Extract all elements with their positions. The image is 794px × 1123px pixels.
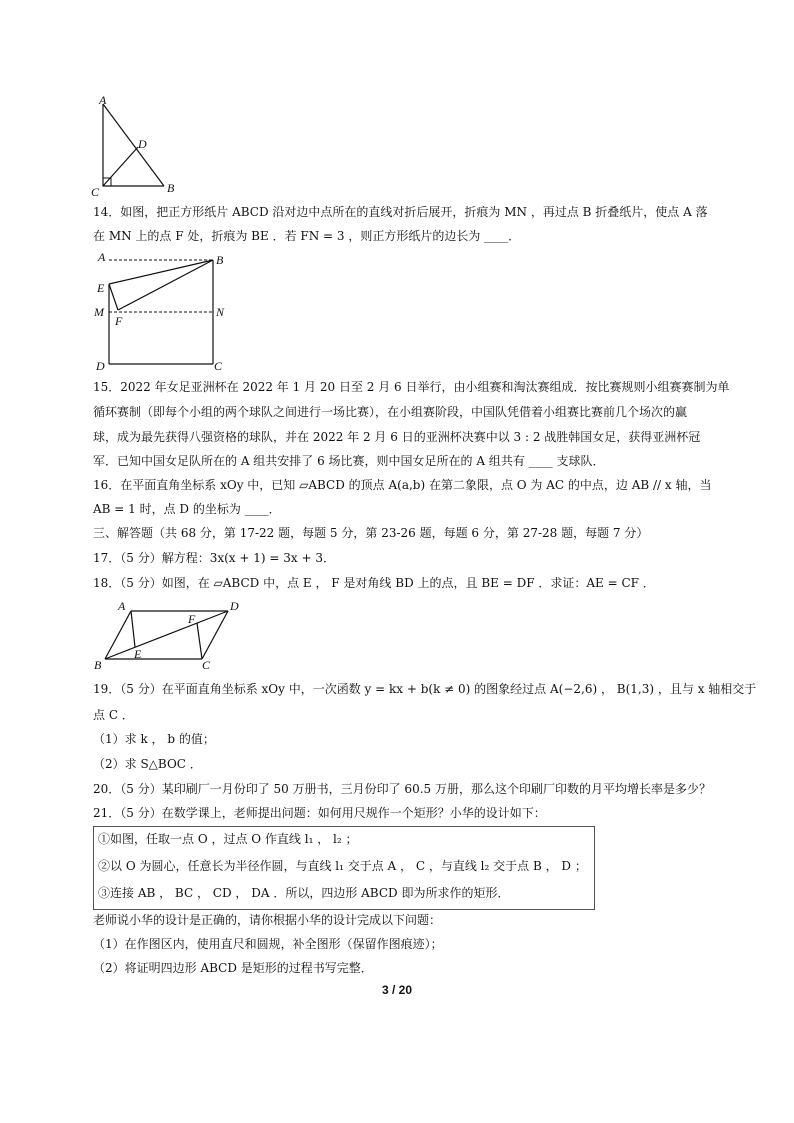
label-e: E	[97, 281, 105, 295]
figure-parallelogram	[90, 598, 250, 678]
q18: 18．（5 分）如图，在 ▱ABCD 中，点 E ， F 是对角线 BD 上的点，且 BE = DF ．求证：AE = CF ．	[93, 576, 655, 590]
label-c: C	[214, 359, 223, 373]
q21-teacher-note: 老师说小华的设计是正确的，请你根据小华的设计完成以下问题：	[93, 913, 442, 927]
page-number: 3 / 20	[381, 983, 413, 997]
section-heading: 三、解答题（共 68 分，第 17-22 题，每题 5 分，第 23-26 题，每题 6 分，第 27-28 题，每题 7 分）	[93, 526, 649, 540]
design-steps-box	[93, 826, 595, 910]
q15-line-3: 球，成为最先获得八强资格的球队，并在 2022 年 2 月 6 日的亚洲杯决赛中以 3 : 2 战胜韩国女足，获得亚洲杯冠	[93, 430, 701, 444]
design-step-3: ③连接 AB ， BC ， CD ， DA ．所以，四边形 ABCD 即为所求作的矩形．	[98, 886, 510, 900]
label-c: C	[202, 658, 211, 672]
label-a: A	[98, 250, 106, 264]
q19-line-2: 点 C ．	[93, 708, 134, 722]
q15-line-4: 军．已知中国女足队所在的 A 组共安排了 6 场比赛，则中国女足所在的 A 组共有 ____ 支球队．	[93, 454, 605, 468]
label-b: B	[94, 658, 102, 672]
figure-right-triangle	[88, 92, 178, 198]
label-n: N	[216, 305, 225, 319]
q14-line-2: 在 MN 上的点 F 处，折痕为 BE ．若 FN = 3 ，则正方形纸片的边长为 ____．	[93, 229, 521, 243]
figure-square-fold	[88, 250, 238, 375]
q16-line-2: AB = 1 时，点 D 的坐标为 ____．	[93, 502, 281, 516]
label-c: C	[91, 185, 100, 199]
label-m: M	[94, 305, 104, 319]
label-b: B	[167, 181, 175, 195]
q14-line-1: 14．如图，把正方形纸片 ABCD 沿对边中点所在的直线对折后展开，折痕为 MN ，再过点 B 折叠纸片，使点 A 落	[93, 205, 708, 219]
label-d: D	[96, 359, 105, 373]
q19-part-1: （1）求 k ， b 的值；	[93, 732, 215, 746]
q19-part-2: （2）求 S△BOC ．	[93, 757, 202, 771]
q21-intro: 21．（5 分）在数学课上，老师提出问题：如何用尺规作一个矩形？小华的设计如下：	[93, 806, 546, 820]
label-f: F	[188, 612, 196, 626]
label-a: A	[99, 93, 107, 107]
label-f: F	[115, 314, 123, 328]
q16-line-1: 16．在平面直角坐标系 xOy 中，已知 ▱ABCD 的顶点 A(a,b) 在第二象限，点 O 为 AC 的中点，边 AB // x 轴，当	[93, 478, 712, 492]
design-step-2: ②以 O 为圆心，任意长为半径作圆，与直线 l₁ 交于点 A ， C ，与直线 l₂ 交于点 B ， D ；	[98, 859, 587, 873]
q19-line-1: 19．（5 分）在平面直角坐标系 xOy 中，一次函数 y = kx + b(k ≠ 0) 的图象经过点 A(−2,6) ， B(1,3) ，且与 x 轴相交于	[93, 682, 757, 696]
label-d: D	[230, 599, 239, 613]
label-a: A	[118, 599, 126, 613]
q15-line-1: 15．2022 年女足亚洲杯在 2022 年 1 月 20 日至 2 月 6 日举行，由小组赛和淘汰赛组成．按比赛规则小组赛赛制为单	[93, 380, 730, 394]
label-e: E	[134, 647, 142, 661]
q21-part-2: （2）将证明四边形 ABCD 是矩形的过程书写完整．	[93, 961, 373, 975]
label-b: B	[216, 253, 224, 267]
design-step-1: ①如图，任取一点 O ，过点 O 作直线 l₁ ， l₂ ；	[98, 832, 358, 846]
q17: 17．（5 分）解方程：3x(x + 1) = 3x + 3．	[93, 551, 335, 565]
q20: 20．（5 分）某印刷厂一月份印了 50 万册书，三月份印了 60.5 万册，那么这个印刷厂印数的月平均增长率是多少？	[93, 782, 711, 796]
q21-part-1: （1）在作图区内，使用直尺和圆规，补全图形（保留作图痕迹）；	[93, 937, 443, 951]
label-d: D	[138, 137, 147, 151]
q15-line-2: 循环赛制（即每个小组的两个球队之间进行一场比赛），在小组赛阶段，中国队凭借着小组赛比赛前几个场次的赢	[93, 405, 688, 419]
